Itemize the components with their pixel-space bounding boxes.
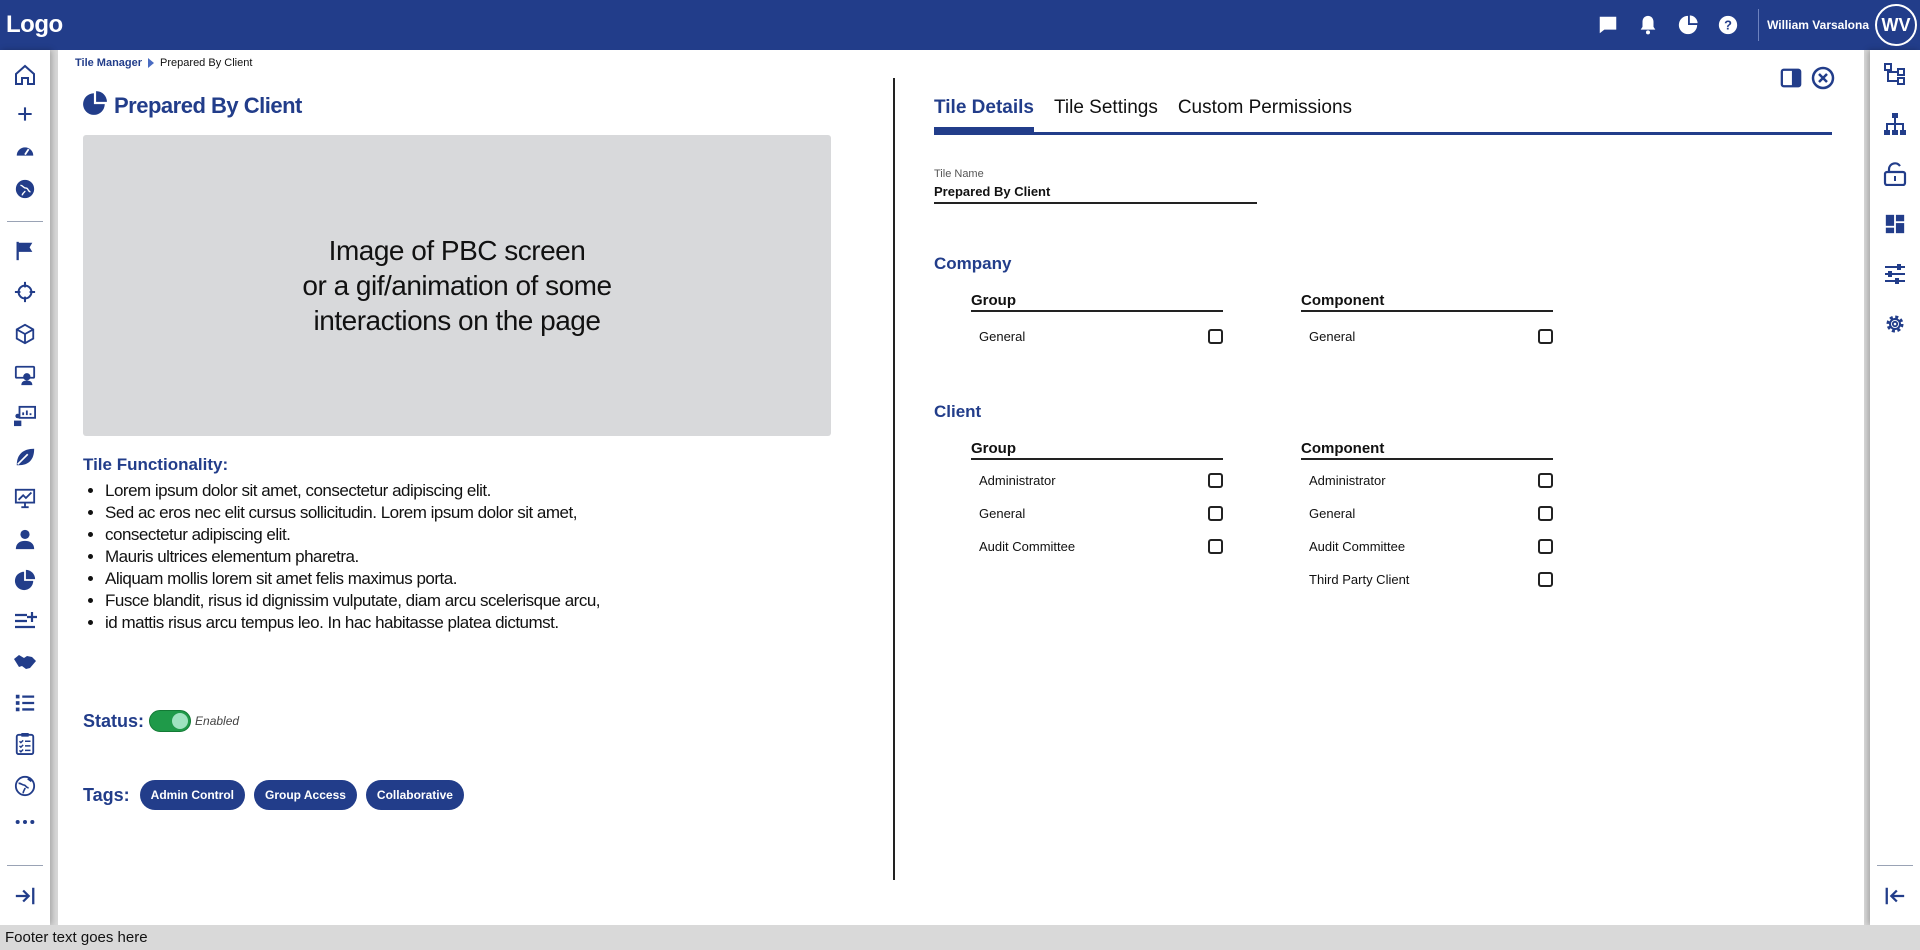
hierarchy-icon[interactable] bbox=[1881, 60, 1909, 88]
permission-label: Audit Committee bbox=[979, 539, 1076, 554]
sidebar-divider bbox=[7, 865, 43, 866]
avatar[interactable]: WV bbox=[1875, 4, 1917, 46]
presentation-icon[interactable] bbox=[11, 402, 39, 430]
sidebar-divider bbox=[1877, 865, 1913, 866]
preview-line: Image of PBC screen bbox=[328, 235, 586, 266]
permission-checkbox[interactable] bbox=[1538, 329, 1553, 344]
permission-row bbox=[1309, 329, 1553, 344]
panel-divider bbox=[893, 78, 895, 880]
permission-label: Administrator bbox=[1309, 473, 1386, 488]
top-divider bbox=[1758, 9, 1759, 41]
list-item: • Mauris ultrices elementum pharetra. bbox=[105, 546, 600, 568]
company-group-header: Group bbox=[971, 292, 1223, 312]
svg-text:?: ? bbox=[1724, 17, 1732, 33]
pie-chart-icon[interactable] bbox=[11, 566, 39, 594]
tag-chip[interactable]: Collaborative bbox=[366, 780, 464, 810]
functionality-title: Tile Functionality: bbox=[83, 455, 229, 474]
tile-name-field[interactable] bbox=[934, 168, 1257, 204]
permission-row bbox=[1309, 473, 1553, 488]
tile-preview-placeholder bbox=[83, 135, 831, 436]
permission-checkbox[interactable] bbox=[1208, 329, 1223, 344]
clipboard-checklist-icon[interactable] bbox=[11, 730, 39, 758]
permission-checkbox[interactable] bbox=[1208, 473, 1223, 488]
plus-icon[interactable] bbox=[11, 100, 39, 128]
monitor-chart-icon[interactable] bbox=[11, 484, 39, 512]
cube-icon[interactable] bbox=[11, 320, 39, 348]
permission-label: General bbox=[979, 506, 1026, 521]
app-logo[interactable]: Logo bbox=[6, 11, 63, 38]
sidebar-divider bbox=[7, 221, 43, 222]
pie-chart-icon bbox=[82, 90, 108, 121]
list-item: • Aliquam mollis lorem sit amet felis maximus porta. bbox=[105, 568, 600, 590]
permission-row bbox=[979, 539, 1223, 554]
functionality-list bbox=[105, 480, 600, 634]
globe-refresh-icon[interactable] bbox=[11, 772, 39, 800]
breadcrumb-current: Prepared By Client bbox=[160, 57, 253, 69]
org-chart-icon[interactable] bbox=[1881, 110, 1909, 138]
client-component-header: Component bbox=[1301, 440, 1553, 460]
tab-tile-details[interactable]: Tile Details bbox=[934, 85, 1034, 132]
permission-label: General bbox=[1309, 506, 1356, 521]
sliders-icon[interactable] bbox=[1881, 260, 1909, 288]
bell-icon[interactable] bbox=[1628, 0, 1668, 50]
list-item: • Sed ac eros nec elit cursus sollicitudin. Lorem ipsum dolor sit amet, bbox=[105, 502, 600, 524]
details-tabs bbox=[934, 85, 1832, 135]
permission-row bbox=[1309, 572, 1553, 587]
chevron-right-icon bbox=[148, 58, 154, 68]
tags-label: Tags: bbox=[83, 784, 130, 805]
left-sidebar bbox=[0, 50, 50, 925]
more-icon[interactable] bbox=[11, 808, 39, 836]
tile-name-value[interactable]: Prepared By Client bbox=[934, 184, 1051, 199]
flag-icon[interactable] bbox=[11, 237, 39, 265]
dashboard-gauge-icon[interactable] bbox=[11, 137, 39, 165]
page-title bbox=[82, 90, 302, 121]
breadcrumb bbox=[75, 57, 252, 69]
list-item: • consectetur adipiscing elit. bbox=[105, 524, 600, 546]
user-name[interactable]: William Varsalona bbox=[1767, 18, 1869, 32]
permission-label: General bbox=[1309, 329, 1356, 344]
chat-icon[interactable] bbox=[1588, 0, 1628, 50]
top-actions bbox=[1588, 0, 1920, 50]
permission-label: Audit Committee bbox=[1309, 539, 1406, 554]
permission-label: Administrator bbox=[979, 473, 1056, 488]
list-item: • Fusce blandit, risus id dignissim vulputate, diam arcu scelerisque arcu, bbox=[105, 590, 600, 612]
list-item: • Lorem ipsum dolor sit amet, consectetur adipiscing elit. bbox=[105, 480, 600, 502]
dashboard-tiles-icon[interactable] bbox=[1881, 210, 1909, 238]
permission-row bbox=[979, 329, 1223, 344]
permission-checkbox[interactable] bbox=[1538, 506, 1553, 521]
pie-progress-icon[interactable] bbox=[1668, 0, 1708, 50]
main-content bbox=[58, 50, 1864, 925]
top-bar bbox=[0, 0, 1920, 50]
permission-checkbox[interactable] bbox=[1538, 572, 1553, 587]
permission-label: General bbox=[979, 329, 1026, 344]
gear-icon[interactable] bbox=[1881, 310, 1909, 338]
expand-right-icon[interactable] bbox=[11, 882, 39, 910]
client-section-title: Client bbox=[934, 402, 982, 421]
tab-tile-settings[interactable]: Tile Settings bbox=[1053, 97, 1158, 118]
status-value: Enabled bbox=[195, 714, 240, 728]
globe-icon[interactable] bbox=[11, 175, 39, 203]
tags-row bbox=[83, 780, 473, 810]
preview-line: interactions on the page bbox=[313, 305, 601, 336]
person-icon[interactable] bbox=[11, 525, 39, 553]
page-title-text: Prepared By Client bbox=[114, 92, 302, 118]
tile-name-label: Tile Name bbox=[934, 168, 984, 180]
list-icon[interactable] bbox=[11, 689, 39, 717]
footer: Footer text goes here bbox=[0, 925, 1920, 950]
right-sidebar bbox=[1870, 50, 1920, 925]
unlock-icon[interactable] bbox=[1881, 160, 1909, 188]
permission-checkbox[interactable] bbox=[1208, 539, 1223, 554]
home-icon[interactable] bbox=[11, 61, 39, 89]
permission-checkbox[interactable] bbox=[1208, 506, 1223, 521]
tag-chip[interactable]: Group Access bbox=[254, 780, 357, 810]
permission-row bbox=[979, 473, 1223, 488]
user-screen-icon[interactable] bbox=[11, 361, 39, 389]
preview-text bbox=[302, 233, 611, 338]
permission-checkbox[interactable] bbox=[1538, 473, 1553, 488]
collapse-left-icon[interactable] bbox=[1881, 882, 1909, 910]
company-component-header: Component bbox=[1301, 292, 1553, 312]
breadcrumb-link-tile-manager[interactable]: Tile Manager bbox=[75, 57, 143, 69]
toggle-knob bbox=[172, 713, 188, 729]
handshake-icon[interactable] bbox=[11, 648, 39, 676]
permission-row bbox=[1309, 506, 1553, 521]
leaf-icon[interactable] bbox=[11, 443, 39, 471]
tab-custom-permissions[interactable]: Custom Permissions bbox=[1177, 97, 1353, 118]
status-row bbox=[83, 710, 239, 732]
company-section-title: Company bbox=[934, 254, 1012, 273]
target-icon[interactable] bbox=[11, 278, 39, 306]
permission-row bbox=[979, 506, 1223, 521]
help-icon[interactable] bbox=[1708, 0, 1748, 50]
status-toggle[interactable] bbox=[149, 710, 191, 732]
tag-chip[interactable]: Admin Control bbox=[140, 780, 245, 810]
permission-checkbox[interactable] bbox=[1538, 539, 1553, 554]
preview-line: or a gif/animation of some bbox=[302, 270, 612, 301]
permission-label: Third Party Client bbox=[1309, 572, 1410, 587]
permission-row bbox=[1309, 539, 1553, 554]
list-item: • id mattis risus arcu tempus leo. In hac habitasse platea dictumst. bbox=[105, 612, 600, 634]
status-label: Status: bbox=[83, 710, 145, 731]
client-group-header: Group bbox=[971, 440, 1223, 460]
list-add-icon[interactable] bbox=[11, 607, 39, 635]
